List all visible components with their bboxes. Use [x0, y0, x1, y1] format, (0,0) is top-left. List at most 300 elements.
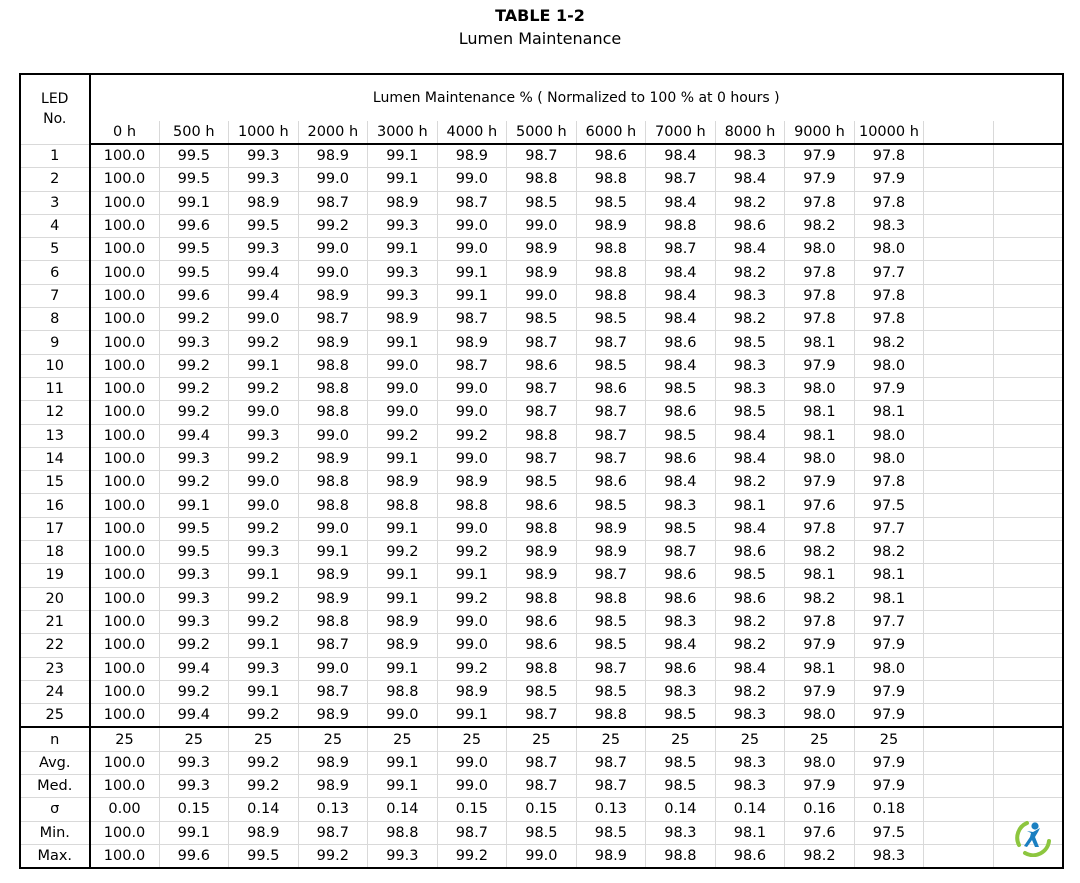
value-cell: 98.5 — [576, 610, 646, 633]
empty-cell — [924, 821, 994, 844]
value-cell: 97.6 — [785, 494, 855, 517]
empty-cell — [924, 844, 994, 868]
value-cell: 97.8 — [785, 284, 855, 307]
value-cell: 98.5 — [507, 191, 577, 214]
value-cell: 98.2 — [715, 471, 785, 494]
empty-cell — [993, 331, 1063, 354]
value-cell: 100.0 — [90, 775, 160, 798]
empty-cell — [993, 517, 1063, 540]
value-cell: 99.2 — [437, 587, 507, 610]
stat-row — [20, 821, 1063, 844]
value-cell: 98.0 — [785, 447, 855, 470]
empty-cell — [924, 775, 994, 798]
value-cell: 98.5 — [715, 564, 785, 587]
value-cell: 99.0 — [298, 424, 368, 447]
value-cell: 99.2 — [159, 471, 229, 494]
value-cell: 99.2 — [298, 214, 368, 237]
value-cell: 97.9 — [785, 168, 855, 191]
empty-cell — [993, 354, 1063, 377]
empty-cell — [924, 214, 994, 237]
value-cell: 98.7 — [576, 424, 646, 447]
value-cell: 98.7 — [576, 657, 646, 680]
value-cell: 0.14 — [646, 798, 716, 821]
value-cell: 98.8 — [507, 517, 577, 540]
value-cell: 98.4 — [715, 517, 785, 540]
value-cell: 99.3 — [229, 238, 299, 261]
value-cell: 98.3 — [646, 610, 716, 633]
value-cell: 98.8 — [368, 494, 438, 517]
value-cell: 98.9 — [298, 331, 368, 354]
value-cell: 98.7 — [437, 821, 507, 844]
value-cell: 99.3 — [229, 541, 299, 564]
value-cell: 97.7 — [854, 261, 924, 284]
value-cell: 99.1 — [368, 168, 438, 191]
running-figure-logo-icon — [1013, 817, 1053, 857]
value-cell: 98.9 — [507, 261, 577, 284]
table-row — [20, 261, 1063, 284]
value-cell: 25 — [90, 727, 160, 751]
value-cell: 99.5 — [159, 168, 229, 191]
value-cell: 98.8 — [368, 680, 438, 703]
value-cell: 98.0 — [785, 751, 855, 774]
value-cell: 98.7 — [507, 377, 577, 400]
led-number: 24 — [20, 680, 90, 703]
value-cell: 98.5 — [576, 354, 646, 377]
value-cell: 0.15 — [437, 798, 507, 821]
value-cell: 25 — [298, 727, 368, 751]
value-cell: 99.2 — [159, 354, 229, 377]
value-cell: 98.1 — [785, 331, 855, 354]
value-cell: 98.2 — [715, 610, 785, 633]
empty-cell — [993, 261, 1063, 284]
value-cell: 98.8 — [646, 844, 716, 868]
value-cell: 99.2 — [437, 657, 507, 680]
empty-cell — [993, 564, 1063, 587]
value-cell: 99.0 — [507, 284, 577, 307]
value-cell: 98.6 — [715, 541, 785, 564]
value-cell: 99.3 — [159, 775, 229, 798]
value-cell: 99.0 — [368, 354, 438, 377]
empty-cell — [993, 308, 1063, 331]
value-cell: 97.7 — [854, 517, 924, 540]
empty-cell — [924, 541, 994, 564]
value-cell: 99.0 — [368, 401, 438, 424]
table-subtitle: Lumen Maintenance — [458, 29, 622, 48]
value-cell: 98.2 — [715, 308, 785, 331]
empty-cell — [924, 517, 994, 540]
value-cell: 99.0 — [229, 308, 299, 331]
value-cell: 100.0 — [90, 261, 160, 284]
value-cell: 99.2 — [159, 401, 229, 424]
value-cell: 97.8 — [785, 517, 855, 540]
value-cell: 98.0 — [785, 238, 855, 261]
value-cell: 98.6 — [646, 401, 716, 424]
value-cell: 99.4 — [159, 704, 229, 728]
value-cell: 98.6 — [646, 331, 716, 354]
value-cell: 97.9 — [785, 680, 855, 703]
value-cell: 98.0 — [854, 238, 924, 261]
value-cell: 99.2 — [298, 844, 368, 868]
value-cell: 98.9 — [437, 331, 507, 354]
value-cell: 99.2 — [229, 517, 299, 540]
value-cell: 98.6 — [715, 844, 785, 868]
value-cell: 98.5 — [507, 680, 577, 703]
value-cell: 99.5 — [229, 844, 299, 868]
value-cell: 98.7 — [298, 308, 368, 331]
value-cell: 99.0 — [298, 261, 368, 284]
value-cell: 98.6 — [507, 354, 577, 377]
value-cell: 97.8 — [785, 308, 855, 331]
value-cell: 99.0 — [437, 401, 507, 424]
value-cell: 98.7 — [437, 308, 507, 331]
value-cell: 98.3 — [715, 775, 785, 798]
value-cell: 100.0 — [90, 144, 160, 168]
value-cell: 99.6 — [159, 844, 229, 868]
value-cell: 98.3 — [646, 680, 716, 703]
value-cell: 97.8 — [785, 610, 855, 633]
table-body — [20, 144, 1063, 868]
value-cell: 100.0 — [90, 214, 160, 237]
value-cell: 99.0 — [298, 238, 368, 261]
value-cell: 100.0 — [90, 587, 160, 610]
value-cell: 0.15 — [159, 798, 229, 821]
value-cell: 99.3 — [159, 564, 229, 587]
value-cell: 99.1 — [368, 331, 438, 354]
value-cell: 25 — [507, 727, 577, 751]
value-cell: 100.0 — [90, 377, 160, 400]
led-number: 25 — [20, 704, 90, 728]
value-cell: 99.2 — [229, 377, 299, 400]
value-cell: 98.9 — [437, 471, 507, 494]
stat-row — [20, 775, 1063, 798]
value-cell: 98.9 — [507, 541, 577, 564]
value-cell: 98.2 — [715, 680, 785, 703]
value-cell: 100.0 — [90, 424, 160, 447]
empty-cell — [924, 727, 994, 751]
empty-cell — [993, 377, 1063, 400]
value-cell: 25 — [437, 727, 507, 751]
value-cell: 99.1 — [159, 191, 229, 214]
value-cell: 98.5 — [576, 308, 646, 331]
value-cell: 99.0 — [437, 238, 507, 261]
column-header: 5000 h — [507, 121, 577, 144]
value-cell: 98.7 — [507, 775, 577, 798]
value-cell: 98.9 — [229, 191, 299, 214]
value-cell: 98.2 — [785, 844, 855, 868]
value-cell: 98.4 — [715, 447, 785, 470]
value-cell: 98.4 — [646, 308, 716, 331]
value-cell: 98.4 — [646, 471, 716, 494]
value-cell: 98.0 — [785, 704, 855, 728]
empty-cell — [993, 704, 1063, 728]
empty-cell — [993, 471, 1063, 494]
value-cell: 98.8 — [576, 704, 646, 728]
led-number: 4 — [20, 214, 90, 237]
value-cell: 100.0 — [90, 680, 160, 703]
value-cell: 98.5 — [646, 377, 716, 400]
value-cell: 98.5 — [576, 191, 646, 214]
value-cell: 98.8 — [646, 214, 716, 237]
led-number: 14 — [20, 447, 90, 470]
empty-cell — [924, 144, 994, 168]
value-cell: 97.6 — [785, 821, 855, 844]
value-cell: 100.0 — [90, 657, 160, 680]
value-cell: 98.3 — [854, 844, 924, 868]
value-cell: 100.0 — [90, 471, 160, 494]
value-cell: 99.2 — [229, 751, 299, 774]
value-cell: 98.7 — [507, 144, 577, 168]
empty-cell — [924, 121, 994, 144]
empty-cell — [924, 284, 994, 307]
value-cell: 98.9 — [298, 284, 368, 307]
value-cell: 0.15 — [507, 798, 577, 821]
empty-cell — [993, 238, 1063, 261]
value-cell: 99.2 — [437, 844, 507, 868]
empty-cell — [993, 657, 1063, 680]
value-cell: 99.0 — [298, 168, 368, 191]
value-cell: 98.7 — [507, 401, 577, 424]
value-cell: 97.9 — [854, 634, 924, 657]
empty-cell — [924, 657, 994, 680]
empty-cell — [924, 798, 994, 821]
led-number: 16 — [20, 494, 90, 517]
value-cell: 98.5 — [646, 424, 716, 447]
value-cell: 98.8 — [368, 821, 438, 844]
value-cell: 98.6 — [507, 494, 577, 517]
led-number: 5 — [20, 238, 90, 261]
value-cell: 99.1 — [159, 494, 229, 517]
value-cell: 99.1 — [437, 564, 507, 587]
value-cell: 25 — [854, 727, 924, 751]
empty-cell — [924, 168, 994, 191]
empty-cell — [993, 751, 1063, 774]
led-number: 19 — [20, 564, 90, 587]
value-cell: 99.3 — [368, 214, 438, 237]
value-cell: 99.1 — [368, 517, 438, 540]
stat-row — [20, 727, 1063, 751]
led-header-label: LED No. — [41, 91, 69, 128]
value-cell: 98.8 — [298, 471, 368, 494]
value-cell: 99.2 — [437, 541, 507, 564]
value-cell: 0.14 — [715, 798, 785, 821]
value-cell: 99.0 — [507, 844, 577, 868]
value-cell: 98.6 — [576, 471, 646, 494]
value-cell: 25 — [229, 727, 299, 751]
value-cell: 98.7 — [507, 331, 577, 354]
led-number: 6 — [20, 261, 90, 284]
value-cell: 0.16 — [785, 798, 855, 821]
empty-cell — [993, 214, 1063, 237]
value-cell: 99.2 — [159, 308, 229, 331]
value-cell: 99.2 — [368, 541, 438, 564]
column-header: 4000 h — [437, 121, 507, 144]
value-cell: 99.3 — [368, 844, 438, 868]
value-cell: 99.4 — [229, 261, 299, 284]
value-cell: 99.0 — [298, 657, 368, 680]
value-cell: 99.0 — [437, 634, 507, 657]
empty-cell — [924, 377, 994, 400]
value-cell: 98.5 — [646, 517, 716, 540]
value-cell: 99.2 — [229, 587, 299, 610]
value-cell: 99.0 — [437, 751, 507, 774]
stat-label: Avg. — [20, 751, 90, 774]
value-cell: 98.1 — [785, 424, 855, 447]
led-number: 23 — [20, 657, 90, 680]
led-number: 20 — [20, 587, 90, 610]
value-cell: 98.7 — [507, 704, 577, 728]
value-cell: 98.2 — [854, 331, 924, 354]
empty-cell — [993, 680, 1063, 703]
led-number: 3 — [20, 191, 90, 214]
value-cell: 98.5 — [576, 634, 646, 657]
value-cell: 98.9 — [298, 564, 368, 587]
value-cell: 97.8 — [854, 308, 924, 331]
value-cell: 100.0 — [90, 517, 160, 540]
value-cell: 98.9 — [507, 564, 577, 587]
empty-cell — [924, 587, 994, 610]
table-row — [20, 517, 1063, 540]
value-cell: 98.8 — [507, 587, 577, 610]
value-cell: 98.3 — [854, 214, 924, 237]
value-cell: 98.9 — [298, 587, 368, 610]
value-cell: 98.1 — [785, 401, 855, 424]
value-cell: 99.1 — [437, 704, 507, 728]
value-cell: 98.5 — [715, 401, 785, 424]
value-cell: 99.2 — [229, 704, 299, 728]
value-cell: 99.3 — [159, 751, 229, 774]
value-cell: 98.5 — [507, 308, 577, 331]
value-cell: 98.8 — [576, 261, 646, 284]
value-cell: 98.0 — [854, 447, 924, 470]
table-row — [20, 238, 1063, 261]
value-cell: 25 — [646, 727, 716, 751]
value-cell: 98.5 — [646, 775, 716, 798]
value-cell: 98.3 — [715, 284, 785, 307]
value-cell: 99.1 — [437, 261, 507, 284]
value-cell: 100.0 — [90, 191, 160, 214]
value-cell: 99.1 — [229, 634, 299, 657]
empty-cell — [924, 401, 994, 424]
value-cell: 100.0 — [90, 284, 160, 307]
column-header: 1000 h — [229, 121, 299, 144]
value-cell: 98.1 — [854, 564, 924, 587]
value-cell: 98.7 — [507, 447, 577, 470]
value-cell: 0.13 — [576, 798, 646, 821]
value-cell: 99.5 — [159, 541, 229, 564]
value-cell: 98.7 — [298, 191, 368, 214]
empty-cell — [924, 238, 994, 261]
value-cell: 99.1 — [229, 680, 299, 703]
value-cell: 98.8 — [507, 424, 577, 447]
value-cell: 99.1 — [368, 751, 438, 774]
value-cell: 98.3 — [646, 494, 716, 517]
value-cell: 98.8 — [576, 587, 646, 610]
value-cell: 98.8 — [298, 354, 368, 377]
lumen-maintenance-header: Lumen Maintenance % ( Normalized to 100 % at 0 hours ) — [90, 74, 1063, 121]
value-cell: 100.0 — [90, 634, 160, 657]
led-number: 22 — [20, 634, 90, 657]
empty-cell — [924, 331, 994, 354]
table-row — [20, 564, 1063, 587]
value-cell: 98.8 — [298, 401, 368, 424]
value-cell: 100.0 — [90, 168, 160, 191]
empty-cell — [924, 261, 994, 284]
empty-cell — [993, 494, 1063, 517]
value-cell: 97.9 — [854, 377, 924, 400]
value-cell: 98.8 — [298, 610, 368, 633]
table-row — [20, 144, 1063, 168]
value-cell: 98.3 — [715, 144, 785, 168]
value-cell: 98.9 — [229, 821, 299, 844]
value-cell: 98.4 — [715, 424, 785, 447]
value-cell: 97.8 — [854, 471, 924, 494]
value-cell: 97.8 — [854, 284, 924, 307]
value-cell: 0.14 — [368, 798, 438, 821]
value-cell: 97.9 — [785, 354, 855, 377]
value-cell: 99.1 — [368, 587, 438, 610]
value-cell: 98.9 — [576, 214, 646, 237]
value-cell: 98.9 — [298, 704, 368, 728]
value-cell: 99.4 — [159, 657, 229, 680]
value-cell: 98.1 — [715, 494, 785, 517]
value-cell: 98.3 — [715, 751, 785, 774]
value-cell: 99.0 — [437, 517, 507, 540]
value-cell: 99.1 — [368, 775, 438, 798]
value-cell: 100.0 — [90, 308, 160, 331]
empty-cell — [993, 634, 1063, 657]
value-cell: 97.9 — [785, 775, 855, 798]
value-cell: 98.2 — [785, 587, 855, 610]
value-cell: 98.1 — [785, 564, 855, 587]
value-cell: 99.2 — [229, 331, 299, 354]
value-cell: 25 — [159, 727, 229, 751]
value-cell: 99.0 — [229, 401, 299, 424]
value-cell: 99.0 — [229, 471, 299, 494]
value-cell: 98.1 — [854, 587, 924, 610]
value-cell: 99.0 — [368, 377, 438, 400]
value-cell: 98.4 — [646, 191, 716, 214]
value-cell: 97.9 — [854, 680, 924, 703]
column-header: 9000 h — [785, 121, 855, 144]
value-cell: 98.2 — [854, 541, 924, 564]
empty-cell — [993, 121, 1063, 144]
value-cell: 98.7 — [646, 238, 716, 261]
table-row — [20, 657, 1063, 680]
value-cell: 98.0 — [854, 354, 924, 377]
value-cell: 98.6 — [646, 447, 716, 470]
table-row — [20, 331, 1063, 354]
value-cell: 98.8 — [507, 168, 577, 191]
column-header: 10000 h — [854, 121, 924, 144]
value-cell: 99.5 — [159, 261, 229, 284]
value-cell: 98.5 — [576, 680, 646, 703]
value-cell: 98.0 — [854, 424, 924, 447]
value-cell: 99.0 — [437, 377, 507, 400]
value-cell: 98.9 — [368, 191, 438, 214]
led-number: 8 — [20, 308, 90, 331]
empty-cell — [993, 775, 1063, 798]
value-cell: 98.4 — [646, 284, 716, 307]
led-number: 13 — [20, 424, 90, 447]
value-cell: 0.00 — [90, 798, 160, 821]
value-cell: 98.2 — [715, 261, 785, 284]
value-cell: 99.3 — [229, 168, 299, 191]
value-cell: 99.3 — [159, 331, 229, 354]
value-cell: 98.7 — [576, 775, 646, 798]
value-cell: 99.0 — [437, 214, 507, 237]
value-cell: 98.4 — [646, 634, 716, 657]
value-cell: 98.8 — [576, 168, 646, 191]
